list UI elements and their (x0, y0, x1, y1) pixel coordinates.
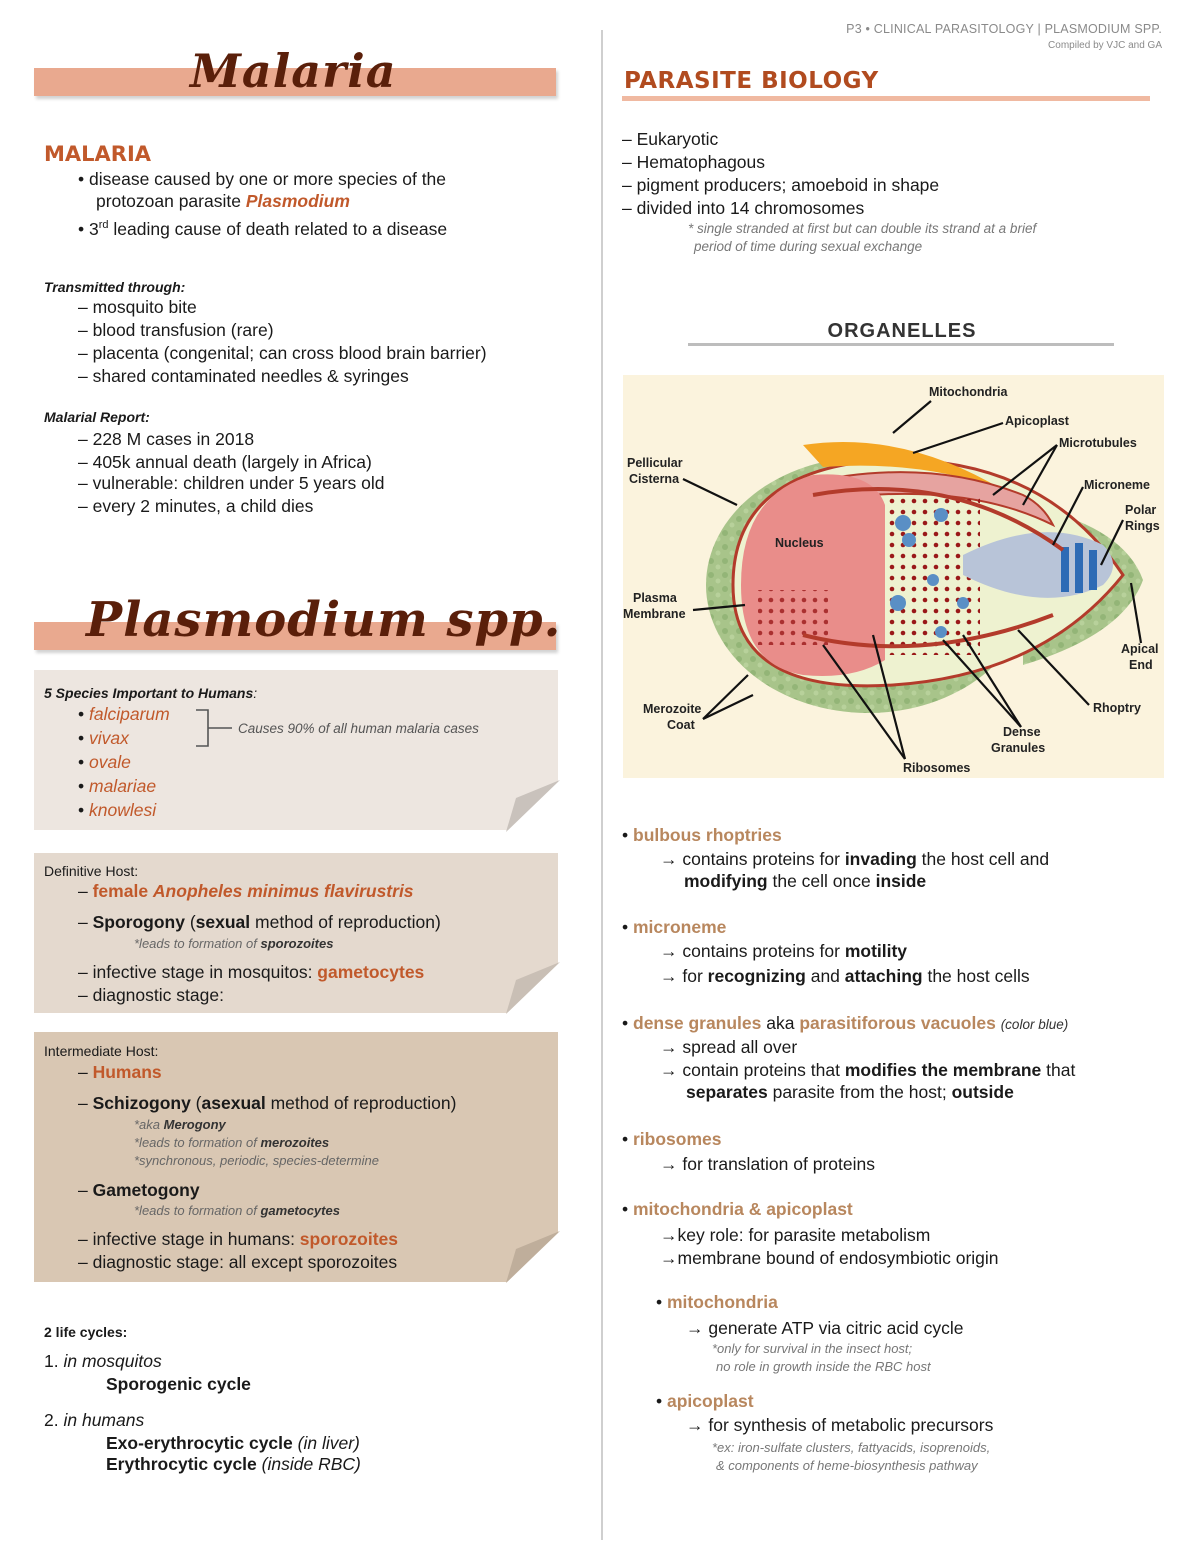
intermediate-label: Intermediate Host: (44, 1043, 159, 1059)
column-divider (601, 30, 603, 1540)
cycle-1 (44, 1350, 162, 1373)
organelles-rule (688, 343, 1114, 346)
intermediate-diagnostic: – diagnostic stage: all except sporozoites (78, 1252, 398, 1272)
desc-bold: recognizing (707, 966, 806, 986)
cycle-location: (inside RBC) (261, 1454, 361, 1474)
desc-text: → for (660, 966, 708, 986)
species-name: malariae (89, 776, 157, 796)
biology-item: – divided into 14 chromosomes (622, 198, 865, 218)
cycle-1-name: Sporogenic cycle (106, 1374, 251, 1394)
organelle-title: mitochondria & apicoplast (633, 1199, 853, 1219)
organelle-title: ribosomes (633, 1129, 722, 1149)
desc-bold: attaching (844, 966, 923, 986)
diagram-label: Rhoptry (1093, 701, 1141, 715)
note-text: *synchronous, periodic, species-determine (134, 1153, 379, 1168)
diagram-label: Cisterna (629, 472, 680, 486)
diagram-label: Plasma (633, 591, 677, 605)
desc-bold: motility (844, 941, 908, 961)
microneme-desc-1 (660, 940, 907, 963)
biology-note: * single stranded at first but can double its strand at a brief (688, 221, 1037, 236)
organelle-title: mitochondria (667, 1292, 778, 1312)
report-item: – 228 M cases in 2018 (78, 429, 255, 449)
sporogony-note (134, 933, 333, 956)
page-curl-decoration (506, 1231, 560, 1283)
page-title-malaria: Malaria (190, 44, 397, 98)
transmitted-item: – shared contaminated needles & syringes (78, 366, 409, 386)
gametogony-note (134, 1200, 340, 1223)
biology-item: – Eukaryotic (622, 129, 719, 149)
desc-bold: separates (686, 1082, 768, 1102)
definitive-infective (78, 961, 424, 984)
infective-stage: gametocytes (317, 962, 425, 982)
desc-text: → contains proteins for (660, 941, 845, 961)
biology-item: – Hematophagous (622, 152, 766, 172)
species-item: • ovale (78, 752, 131, 772)
species-item: • malariae (78, 776, 157, 796)
dense-desc-2 (660, 1059, 1075, 1082)
transmitted-item: – mosquito bite (78, 297, 197, 317)
note-text: *leads to formation of (134, 1203, 261, 1218)
species-item: • knowlesi (78, 800, 157, 820)
biology-heading: PARASITE BIOLOGY (624, 68, 879, 94)
desc-text: parasite from the host; (767, 1082, 952, 1102)
malaria-bullet-2: • 3rd leading cause of death related to a disease (78, 218, 448, 239)
cycle-2-name-1 (106, 1432, 360, 1455)
definitive-host (78, 880, 414, 903)
infective-text: – infective stage in humans: (78, 1229, 300, 1249)
note-text: *leads to formation of (134, 936, 261, 951)
cycle-2-name-2 (106, 1453, 361, 1476)
note-bold: Merogony (163, 1117, 226, 1132)
desc-text: → contains proteins for (660, 849, 845, 869)
header-compiler: Compiled by VJC and GA (1048, 40, 1162, 51)
organelle-title: apicoplast (667, 1391, 754, 1411)
apicoplast-note: *ex: iron-sulfate clusters, fattyacids, isoprenoids, (712, 1440, 991, 1455)
cycle-number: 2. (44, 1410, 59, 1430)
cycle-location: in mosquitos (63, 1351, 162, 1371)
diagram-label: Granules (991, 741, 1046, 755)
malaria-bullet-1-text: disease caused by one or more species of the (89, 169, 447, 189)
cycle-location: (in liver) (297, 1433, 360, 1453)
mitochondria-note: no role in growth inside the RBC host (716, 1359, 931, 1374)
sporogony-rest: method of reproduction) (250, 912, 441, 932)
note-bold: sporozoites (260, 936, 334, 951)
mito-api-desc-1: →key role: for parasite metabolism (660, 1225, 931, 1245)
note-text: *leads to formation of (134, 1135, 261, 1150)
biology-heading-rule (622, 96, 1150, 101)
species-label (44, 682, 257, 705)
intermediate-host-name: Humans (92, 1062, 162, 1082)
diagram-label: Pellicular (627, 456, 683, 470)
definitive-host-pre: female (92, 881, 153, 901)
note-text: *aka (134, 1117, 164, 1132)
diagram-label: Mitochondria (929, 385, 1008, 399)
diagram-label: Rings (1125, 519, 1160, 533)
rhoptries-desc-2 (684, 870, 926, 893)
microneme-item: • microneme (622, 917, 727, 937)
intermediate-host: – Humans (78, 1062, 162, 1082)
organelle-title: microneme (633, 917, 727, 937)
microneme-desc-2 (660, 965, 1030, 988)
biology-note: period of time during sexual exchange (694, 239, 923, 254)
desc-text: the host cells (922, 966, 1030, 986)
desc-bold: modifies the membrane (844, 1060, 1042, 1080)
diagram-label: Merozoite (643, 702, 702, 716)
report-item: – 405k annual death (largely in Africa) (78, 452, 372, 472)
schizogony-rest: method of reproduction) (265, 1093, 457, 1113)
organelles-heading: ORGANELLES (827, 320, 977, 342)
organelle-note: (color blue) (1000, 1017, 1069, 1032)
sexual-term: sexual (195, 912, 251, 932)
diagram-label: Ribosomes (903, 761, 971, 775)
malaria-bullet-2-sup: rd (98, 219, 109, 231)
species-note: Causes 90% of all human malaria cases (238, 721, 479, 736)
page-curl-decoration (506, 780, 560, 832)
dense-granule-shape (895, 515, 911, 531)
malaria-heading: MALARIA (44, 142, 152, 166)
desc-text: → contain proteins that (660, 1060, 845, 1080)
desc-bold: outside (951, 1082, 1014, 1102)
note-bold: merozoites (260, 1135, 330, 1150)
malaria-bullet-1-line2 (96, 190, 350, 213)
species-label-text: 5 Species Important to Humans (44, 685, 254, 701)
dash: – (78, 881, 93, 901)
report-item: – every 2 minutes, a child dies (78, 496, 314, 516)
species-item: • vivax (78, 728, 129, 748)
gametogony-line: – Gametogony (78, 1180, 200, 1200)
malaria-bullet-2-num: 3 (89, 218, 99, 239)
cycle-number: 1. (44, 1351, 59, 1371)
gametogony-term: Gametogony (92, 1180, 200, 1200)
mito-api-desc-2: →membrane bound of endosymbiotic origin (660, 1248, 999, 1268)
cycle-name: Erythrocytic cycle (106, 1454, 257, 1474)
mito-api-item: • mitochondria & apicoplast (622, 1199, 853, 1219)
cycles-label: 2 life cycles: (44, 1324, 128, 1340)
species-label-colon: : (253, 685, 258, 701)
species-name: vivax (89, 728, 129, 748)
apicoplast-item: • apicoplast (656, 1391, 754, 1411)
organelle-title: dense granules (633, 1013, 762, 1033)
asexual-term: asexual (201, 1093, 266, 1113)
diagram-label: Dense (1003, 725, 1041, 739)
sporogony-term: Sporogony (92, 912, 185, 932)
header-course: P3 • CLINICAL PARASITOLOGY | PLASMODIUM SPP. (846, 22, 1162, 36)
desc-text: the host cell and (916, 849, 1050, 869)
desc-bold: inside (875, 871, 927, 891)
ribosomes-desc: → for translation of proteins (660, 1154, 875, 1174)
dense-granules-item: • dense granules aka parasitiforous vacuoles (color blue) (622, 1013, 1069, 1033)
transmitted-label: Transmitted through: (44, 279, 186, 295)
species-name: ovale (89, 752, 131, 772)
apicoplast-desc: → for synthesis of metabolic precursors (686, 1415, 994, 1435)
species-name: knowlesi (89, 800, 157, 820)
page-title-plasmodium: Plasmodium spp. (86, 592, 562, 648)
diagram-label: Polar (1125, 503, 1157, 517)
definitive-host-species: Anopheles minimus flavirustris (152, 881, 414, 901)
transmitted-item: – blood transfusion (rare) (78, 320, 274, 340)
species-name: falciparum (89, 704, 170, 724)
dense-desc-1: → spread all over (660, 1037, 798, 1057)
intermediate-infective (78, 1228, 398, 1251)
diagram-label: Microtubules (1059, 436, 1137, 450)
rhoptries-item: • bulbous rhoptries (622, 825, 782, 845)
diagram-label: End (1129, 658, 1153, 672)
malaria-bullet-2-text: leading cause of death related to a disease (108, 218, 448, 239)
desc-text: that (1041, 1060, 1076, 1080)
cycle-2 (44, 1409, 144, 1432)
mitochondria-desc: → generate ATP via citric acid cycle (686, 1318, 964, 1338)
desc-text: and (805, 966, 845, 986)
plasmodium-term: Plasmodium (245, 191, 350, 211)
schizogony-note (134, 1150, 379, 1173)
sporogony-line: – Sporogony (sexual method of reproduction) (78, 912, 441, 932)
diagram-label: Microneme (1084, 478, 1150, 492)
cycle-name: Exo-erythrocytic cycle (106, 1433, 293, 1453)
infective-text: – infective stage in mosquitos: (78, 962, 318, 982)
definitive-diagnostic: – diagnostic stage: (78, 985, 224, 1005)
schizogony-term: Schizogony (92, 1093, 191, 1113)
ribosomes-item: • ribosomes (622, 1129, 722, 1149)
desc-text: the cell once (767, 871, 876, 891)
definitive-label: Definitive Host: (44, 863, 139, 879)
species-item: • falciparum (78, 704, 170, 724)
mitochondria-note: *only for survival in the insect host; (712, 1341, 913, 1356)
report-item: – vulnerable: children under 5 years old (78, 473, 385, 493)
diagram-label: Coat (667, 718, 695, 732)
dense-desc-3 (686, 1081, 1014, 1104)
infective-stage: sporozoites (299, 1229, 399, 1249)
organelle-title: bulbous rhoptries (633, 825, 782, 845)
diagram-label: Apical (1121, 642, 1159, 656)
bracket-icon (194, 708, 234, 748)
malaria-bullet-1-line2-text: protozoan parasite (96, 191, 246, 211)
report-label: Malarial Report: (44, 409, 150, 425)
diagram-label: Nucleus (775, 536, 824, 550)
organelle-title: parasitiforous vacuoles (799, 1013, 996, 1033)
schizogony-line: – Schizogony (asexual method of reproduction) (78, 1093, 457, 1113)
rhoptries-desc-1 (660, 848, 1049, 871)
apicoplast-note: & components of heme-biosynthesis pathway (716, 1458, 978, 1473)
cycle-location: in humans (63, 1410, 145, 1430)
biology-item: – pigment producers; amoeboid in shape (622, 175, 940, 195)
desc-bold: modifying (684, 871, 768, 891)
page-curl-decoration (506, 962, 560, 1014)
polar-rings-shape (1061, 547, 1069, 592)
diagram-label: Apicoplast (1005, 414, 1069, 428)
diagram-label: Membrane (623, 607, 686, 621)
transmitted-item: – placenta (congenital; can cross blood brain barrier) (78, 343, 487, 363)
merozoite-diagram (623, 375, 1164, 778)
desc-text: aka (761, 1013, 800, 1033)
malaria-bullet-1: • disease caused by one or more species of the (78, 169, 447, 189)
note-bold: gametocytes (260, 1203, 340, 1218)
desc-bold: invading (844, 849, 917, 869)
mitochondria-item: • mitochondria (656, 1292, 778, 1312)
